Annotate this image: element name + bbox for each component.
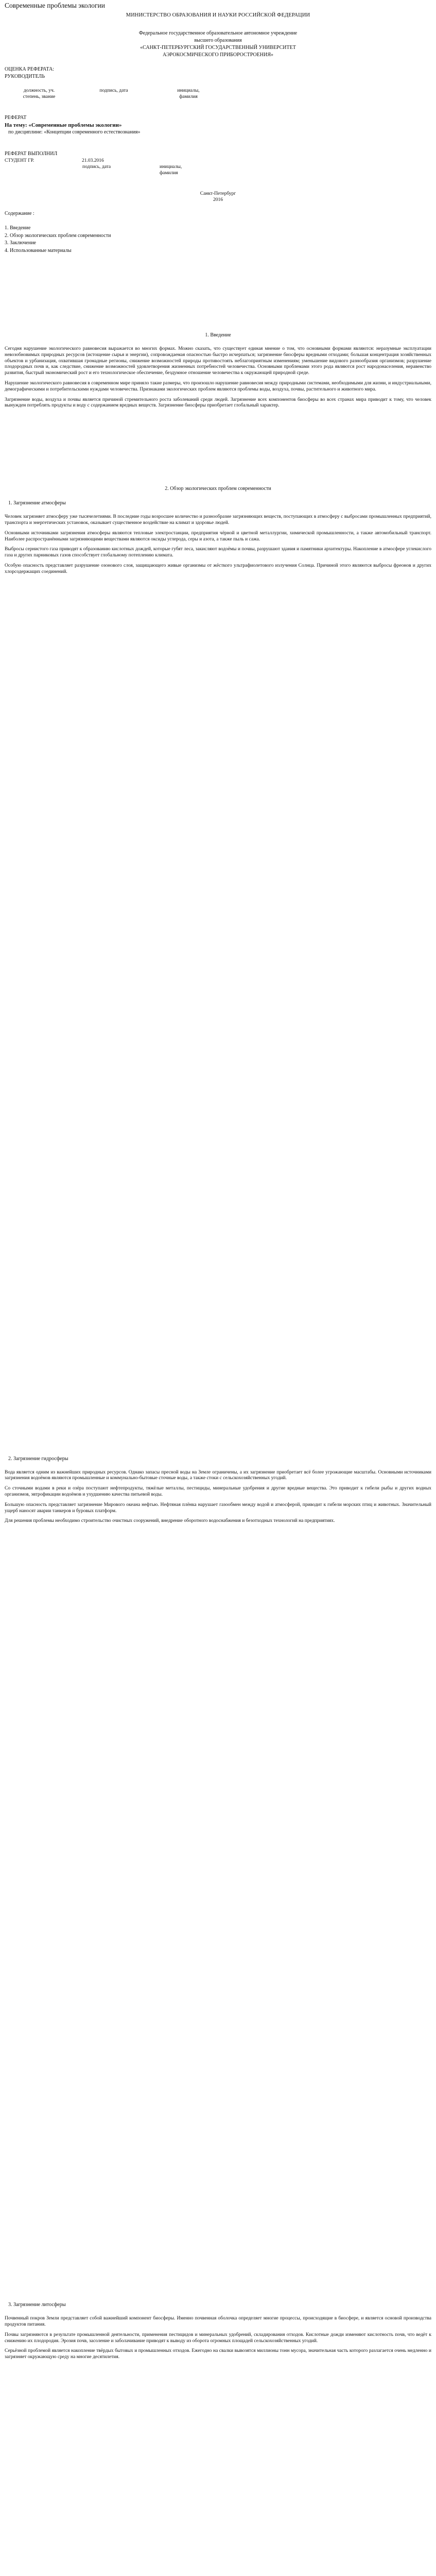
lithosphere-body: [0, 2316, 436, 2361]
page-title: Современные проблемы экологии: [5, 2, 105, 9]
subsection-title: 1. Загрязнение атмосферы: [8, 500, 66, 506]
sig-col-label: должность, уч.: [23, 88, 55, 93]
paragraph: Человек загрязняет атмосферу уже тысячелетиями. В последние годы возросшее количество и разнообразие загрязняющих веществ, поступающих в атмосферу с выбросами промышленных предприятий, транспорта и энергетических установок, оказывает существенное воздействие на климат и здоровье людей.: [5, 514, 431, 526]
paragraph: Серьёзной проблемой является накопление твёрдых бытовых и промышленных отходов. Ежегодно на свалки вывозятся миллионы тонн мусора, значительная часть которого разлагается очень медленно и загрязняет окружающую среду на многие десятилетия.: [5, 2348, 431, 2360]
city: Санкт-Петербург: [200, 191, 236, 196]
intro-body: [0, 346, 436, 409]
sig-col: [8, 88, 70, 100]
institution-block: [0, 30, 436, 59]
institution-line: «САНКТ-ПЕТЕРБУРГСКИЙ ГОСУДАРСТВЕННЫЙ УНИВЕРСИТЕТ: [140, 45, 296, 50]
sig-col-label: инициалы,: [160, 164, 182, 170]
toc-item: 4. Использованные материалы: [5, 247, 72, 253]
paragraph: Выбросы сернистого газа приводят к образованию кислотных дождей, которые губят леса, закисляют водоёмы и почвы, разрушают здания и памятники архитектуры. Накопление в атмосфере углекислого газа и других парниковых газов способствует глобальному потеплению климата.: [5, 547, 431, 558]
student-row: [0, 158, 436, 164]
sig-col-label: инициалы,: [177, 88, 200, 93]
sig-col-label: степень, звание: [23, 94, 56, 99]
student-label: СТУДЕНТ ГР.: [5, 158, 34, 163]
paragraph: Вода является одним из важнейших природных ресурсов. Однако запасы пресной воды на Земле ограничены, а их загрязнение приобретает всё более угрожающие масштабы. Основными источниками загрязнения водоёмов являются промышленные и коммунально-бытовые сточные воды, а также стоки с сельскохозяйственных угодий.: [5, 1469, 431, 1481]
toc-item: 1. Введение: [5, 225, 31, 231]
paragraph: Нарушение экологического равновесия в современном мире приняло такие размеры, что произошло нарушение равновесия между природными системами, необходимыми для жизни, и индустриальными, демографическими и потребительскими нуждами человечества. Признаками экологических проблем являются проблемы воды, воздуха, почвы, растительного и животного мира.: [5, 380, 431, 392]
subsection-title: 2. Загрязнение гидросферы: [8, 1455, 68, 1462]
toc-item: 2. Обзор экологических проблем современности: [5, 232, 111, 239]
toc-item: 3. Заключение: [5, 240, 36, 246]
student-sign-row: [0, 164, 436, 176]
atmosphere-body: [0, 514, 436, 575]
institution-line: АЭРОКОСМИЧЕСКОГО ПРИБОРОСТРОЕНИЯ»: [162, 52, 274, 58]
supervisor-label: РУКОВОДИТЕЛЬ: [5, 74, 45, 79]
ministry-name: МИНИСТЕРСТВО ОБРАЗОВАНИЯ И НАУКИ РОССИЙСКОЙ ФЕДЕРАЦИИ: [126, 12, 310, 18]
done-label: РЕФЕРАТ ВЫПОЛНИЛ: [5, 151, 58, 157]
sign-label: подпись, дата: [82, 164, 111, 170]
sig-col-label: фамилия: [160, 171, 178, 176]
hydrosphere-body: [0, 1470, 436, 1525]
institution-line: высшего образования: [194, 38, 242, 43]
paragraph: Почвы загрязняются в результате промышленной деятельности, применения пестицидов и минеральных удобрений, складирования отходов. Кислотные дожди изменяют кислотность почв, что ведёт к снижению их плодородия. Эрозия почв, засоление и заболачивание приводят к выводу из оборота огромных площадей сельскохозяйственных угодий.: [5, 2332, 431, 2344]
year: 2016: [213, 197, 223, 202]
paragraph: Особую опасность представляет разрушение озонового слоя, защищающего живые организмы от жёсткого ультрафиолетового излучения Солнца. Причиной этого являются выбросы фреонов и других хлорсодержащих соединений.: [5, 563, 431, 574]
paragraph: Загрязнение воды, воздуха и почвы является причиной стремительного роста заболеваний среди людей. Загрязнение всех компонентов биосферы во всех странах мира приводит к тому, что человек вынужден потреблять продукты и воду с содержанием вредных веществ. Загрязнение биосферы приобретает глобальный характер.: [5, 397, 431, 409]
student-date: 21.03.2016: [82, 158, 104, 163]
signature-row: [0, 88, 436, 100]
report-topic: На тему: «Современные проблемы экологии»: [5, 122, 122, 128]
section-title-intro: 1. Введение: [205, 332, 231, 338]
toc-list: [0, 225, 436, 255]
toc-heading: Содержание :: [5, 211, 34, 216]
section-title-review: 2. Обзор экологических проблем современности: [165, 486, 271, 492]
subsection-title: 3. Загрязнение литосферы: [8, 2302, 66, 2308]
paragraph: Для решения проблемы необходимо строительство очистных сооружений, внедрение оборотного водоснабжения и безотходных технологий на предприятиях.: [5, 1518, 335, 1524]
report-discipline: по дисциплине: «Концепции современного естествознания»: [8, 129, 141, 135]
paragraph: Большую опасность представляет загрязнение Мирового океана нефтью. Нефтяная плёнка нарушает газообмен между водой и атмосферой, приводит к гибели морских птиц и животных. Значительный ущерб наносят аварии танкеров и буровых платформ.: [5, 1502, 431, 1514]
sig-col: [160, 164, 221, 176]
grade-label: ОЦЕНКА РЕФЕРАТА:: [5, 66, 55, 72]
sig-col-label: фамилия: [179, 94, 198, 99]
sig-col: [158, 88, 219, 100]
paragraph: Сегодня нарушение экологического равновесия выражается во многих формах. Можно сказать, что существует единая мнение о том, что основными формами являются: неразумные эксплуатации невозобновимых природных ресурсов (истощение сырья и энергии), сопровождаемая опасностью быстро исчерпаться; загрязнение биосферы вредными отходами; большая концентрация хозяйственных объектов и урбанизация, охватившая громадные регионы, снижение возможностей природы противостоять неблагоприятным изменениям; уменьшение видового разнообразия организмов; разрушение плодородных почв и, как следствие, снижение возможностей удовлетворения жизненных потребностей человечества. Основными проблемами этого рода являются рост народонаселения, неравенство развития, быстрый экономический рост и его технологическое обеспечение, бездумное отношение человечества к окружающей природной среде.: [5, 346, 431, 376]
paragraph: Почвенный покров Земли представляет собой важнейший компонент биосферы. Именно почвенная оболочка определяет многие процессы, происходящие в биосфере, и является основой производства продуктов питания.: [5, 2316, 431, 2327]
paragraph: Со сточными водами в реки и озёра поступают нефтепродукты, тяжёлые металлы, пестициды, минеральные удобрения и другие вредные вещества. Это приводит к гибели рыбы и других водных организмов, эвтрофикации водоёмов и ухудшению качества питьевой воды.: [5, 1486, 431, 1497]
institution-line: Федеральное государственное образовательное автономное учреждение: [138, 30, 298, 36]
paragraph: Основными источниками загрязнения атмосферы являются тепловые электростанции, предприятия чёрной и цветной металлургии, химической промышленности, а также автомобильный транспорт. Наиболее распространёнными загрязняющими веществами являются оксиды углерода, серы и азота, а также пыль и сажа.: [5, 530, 431, 542]
report-label: РЕФЕРАТ: [5, 115, 27, 121]
sig-col-label: подпись, дата: [99, 88, 128, 93]
